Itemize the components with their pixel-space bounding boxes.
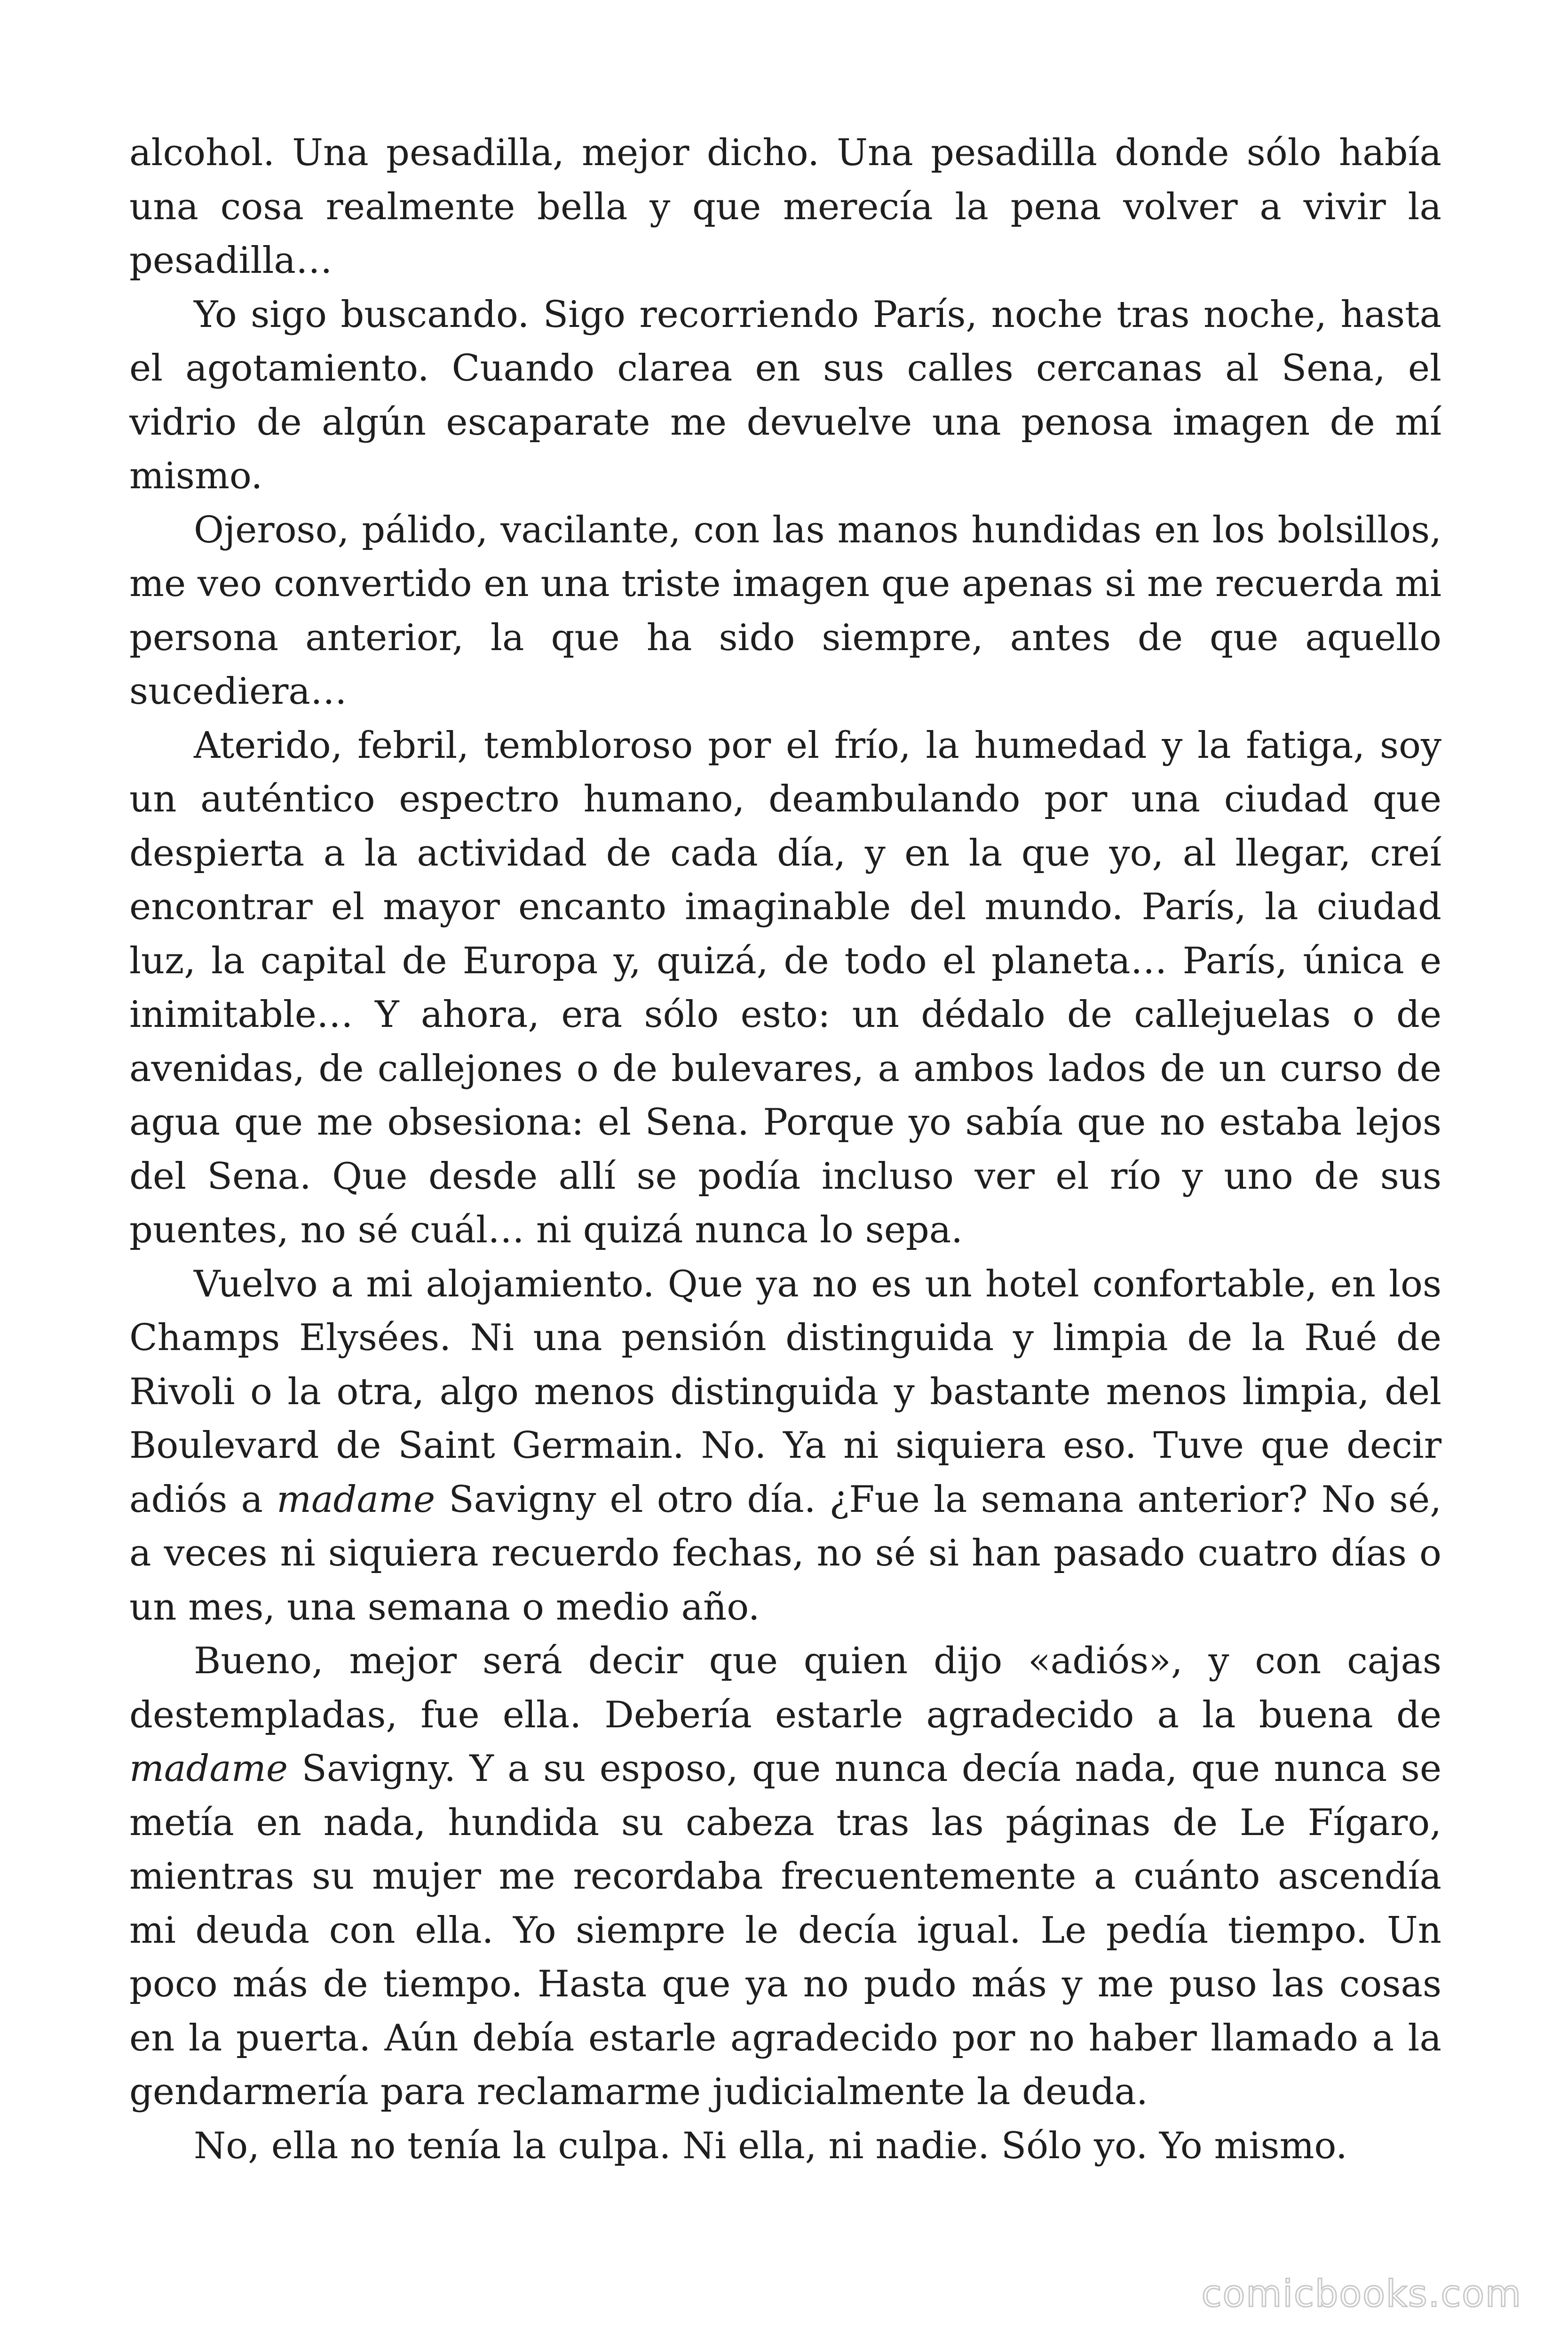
paragraph-5-segment-1: Vuelvo a mi alojamiento. Que ya no es un hotel confortable, en los Champs Elysées. Ni una pensión distinguida y limpia de la Rué de Rivoli o la otra, algo menos distinguida y bastante menos limpia, del Boulevard de Saint Germain. No. Ya ni siquiera eso. Tuve que decir adiós a (129, 1263, 1441, 1521)
paragraph-7 (129, 2119, 1441, 2173)
paragraph-6-segment-3: Savigny. Y a su esposo, que nunca decía nada, que nunca se metía en nada, hundida su cabeza tras las páginas de Le Fígaro, mientras su mujer me recordaba frecuentemente a cuánto ascendía mi deuda con ella. Yo siempre le decía igual. Le pedía tiempo. Un poco más de tiempo. Hasta que ya no pudo más y me puso las cosas en la puerta. Aún debía estarle agradecido por no haber llamado a la gendarmería para reclamarme judicialmente la deuda. (129, 1748, 1441, 2113)
paragraph-1-segment-1: alcohol. Una pesadilla, mejor dicho. Una pesadilla donde sólo había una cosa realmente bella y que merecía la pena volver a vivir la pesadilla… (129, 132, 1441, 282)
paragraph-2-segment-1: Yo sigo buscando. Sigo recorriendo París, noche tras noche, hasta el agotamiento. Cuando clarea en sus calles cercanas al Sena, el vidrio de algún escaparate me devuelve una penosa imagen de mí mismo. (129, 293, 1441, 497)
paragraph-2 (129, 288, 1441, 503)
paragraph-1 (129, 126, 1441, 288)
paragraph-3-segment-1: Ojeroso, pálido, vacilante, con las manos hundidas en los bolsillos, me veo convertido en una triste imagen que apenas si me recuerda mi persona anterior, la que ha sido siempre, antes de que aquello sucediera… (129, 509, 1441, 713)
watermark-logo: comicbooks.com (1201, 2273, 1522, 2315)
paragraph-5-segment-3: Savigny el otro día. ¿Fue la semana anterior? No sé, a veces ni siquiera recuerdo fechas, no sé si han pasado cuatro días o un mes, una semana o medio año. (129, 1478, 1442, 1629)
paragraph-4-segment-1: Aterido, febril, tembloroso por el frío, la humedad y la fatiga, soy un auténtico espectro humano, deambulando por una ciudad que despierta a la actividad de cada día, y en la que yo, al llegar, creí encontrar el mayor encanto imaginable del mundo. París, la ciudad luz, la capital de Europa y, quizá, de todo el planeta… París, única e inimitable… Y ahora, era sólo esto: un dédalo de callejuelas o de avenidas, de callejones o de bulevares, a ambos lados de un curso de agua que me obsesiona: el Sena. Porque yo sabía que no estaba lejos del Sena. Que desde allí se podía incluso ver el río y uno de sus puentes, no sé cuál… ni quizá nunca lo sepa. (129, 724, 1441, 1251)
paragraph-3 (129, 503, 1441, 719)
paragraph-7-segment-1: No, ella no tenía la culpa. Ni ella, ni nadie. Sólo yo. Yo mismo. (194, 2124, 1347, 2167)
paragraph-4 (129, 719, 1441, 1257)
paragraph-6-segment-1: Bueno, mejor será decir que quien dijo «adiós», y con cajas destempladas, fue ella. Debería estarle agradecido a la buena de (129, 1640, 1441, 1736)
paragraph-5 (129, 1257, 1441, 1635)
body-text (129, 126, 1441, 2173)
paragraph-6-italic-madame: madame (129, 1748, 288, 1790)
paragraph-5-italic-madame: madame (277, 1478, 436, 1521)
paragraph-6 (129, 1634, 1441, 2119)
